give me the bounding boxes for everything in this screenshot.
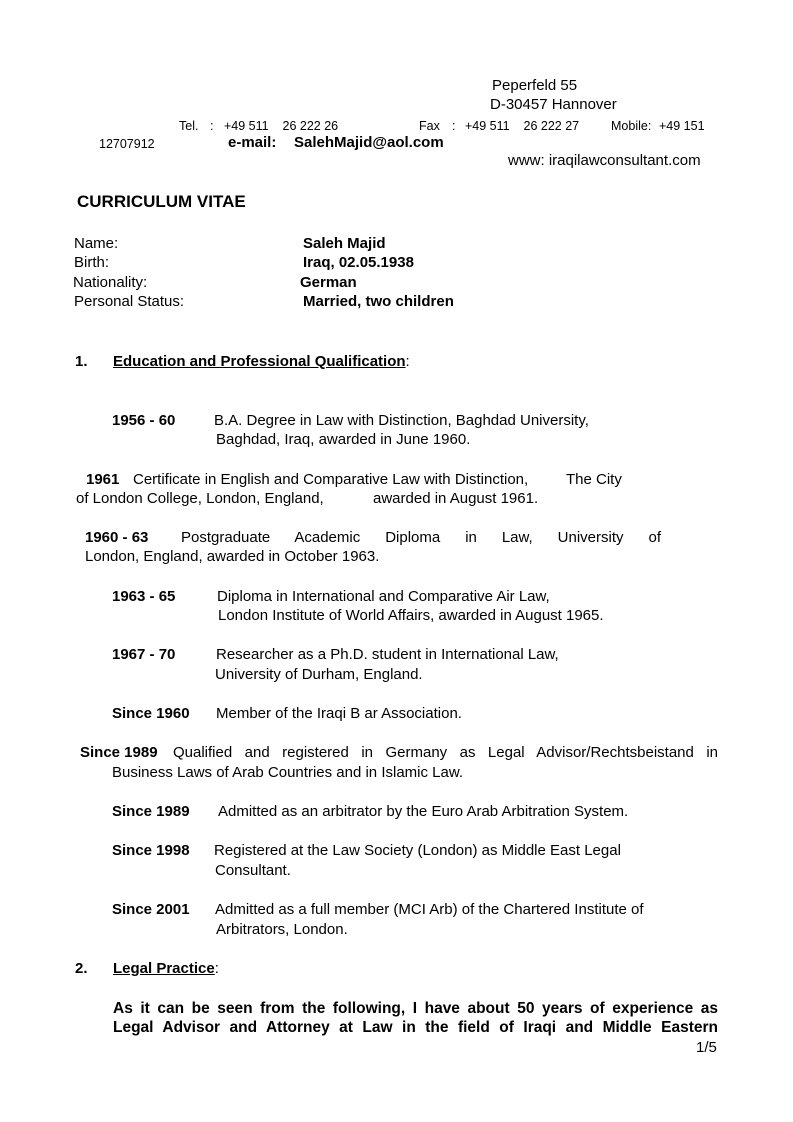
section1-heading	[113, 352, 410, 371]
email-label: e-mail:	[228, 134, 277, 151]
entry-date: 1956 - 60	[112, 412, 176, 429]
nationality-label: Nationality:	[73, 274, 148, 291]
page-number: 1/5	[696, 1039, 717, 1056]
entry-date: Since 1989	[112, 803, 190, 820]
tel-number: +49 511 26 222 26	[224, 119, 339, 133]
entry-line: Arbitrators, London.	[216, 921, 348, 938]
entry-line: London Institute of World Affairs, awarded in August 1965.	[218, 607, 604, 624]
fax-separator: :	[452, 119, 456, 133]
birth-value: Iraq, 02.05.1938	[303, 254, 414, 271]
entry-line: Baghdad, Iraq, awarded in June 1960.	[216, 431, 471, 448]
entry-line: B.A. Degree in Law with Distinction, Baghdad University,	[214, 412, 589, 429]
entry-date: 1960 - 63	[85, 529, 149, 546]
mobile-number-part2: 12707912	[99, 137, 155, 151]
tel-separator: :	[210, 119, 214, 133]
section2-heading	[113, 959, 219, 978]
mobile-number-part1: +49 151	[659, 119, 705, 133]
personal-status-label: Personal Status:	[74, 293, 185, 310]
address-street: Peperfeld 55	[492, 77, 578, 94]
section2-title: Legal Practice	[113, 960, 215, 977]
entry-line: University of Durham, England.	[215, 666, 423, 683]
entry-date: Since 1960	[112, 705, 190, 722]
page-title: CURRICULUM VITAE	[77, 192, 246, 211]
entry-line: Member of the Iraqi B ar Association.	[216, 705, 462, 722]
legal-practice-paragraph-line: As it can be seen from the following, I have about 50 years of experience as	[113, 1000, 718, 1017]
birth-label: Birth:	[74, 254, 110, 271]
entry-line: Consultant.	[215, 862, 291, 879]
entry-date: 1963 - 65	[112, 588, 176, 605]
entry-line: Researcher as a Ph.D. student in International Law,	[216, 646, 559, 663]
nationality-value: German	[300, 274, 357, 291]
entry-line: The City	[566, 471, 622, 488]
section1-title: Education and Professional Qualification	[113, 353, 406, 370]
tel-label: Tel.	[179, 119, 199, 133]
section2-suffix: :	[214, 960, 219, 977]
entry-line: Business Laws of Arab Countries and in Islamic Law.	[112, 764, 464, 781]
entry-line: of London College, London, England,	[76, 490, 324, 507]
entry-line: Postgraduate Academic Diploma in Law, University of	[181, 529, 661, 546]
entry-date: 1961	[86, 471, 120, 488]
entry-line: Certificate in English and Comparative Law with Distinction,	[133, 471, 529, 488]
entry-date: Since 1989	[80, 744, 158, 761]
name-label: Name:	[74, 235, 119, 252]
entry-line: Admitted as a full member (MCI Arb) of the Chartered Institute of	[215, 901, 644, 918]
entry-date: 1967 - 70	[112, 646, 176, 663]
legal-practice-paragraph-line: Legal Advisor and Attorney at Law in the field of Iraqi and Middle Eastern	[113, 1019, 718, 1036]
email-address[interactable]: SalehMajid@aol.com	[294, 134, 444, 151]
mobile-label: Mobile:	[611, 119, 652, 133]
website-link[interactable]: www: iraqilawconsultant.com	[508, 152, 701, 169]
fax-label: Fax	[419, 119, 440, 133]
entry-line: Diploma in International and Comparative Air Law,	[217, 588, 550, 605]
entry-line: Admitted as an arbitrator by the Euro Arab Arbitration System.	[218, 803, 629, 820]
entry-line: Registered at the Law Society (London) as Middle East Legal	[214, 842, 621, 859]
entry-line: awarded in August 1961.	[373, 490, 539, 507]
entry-date: Since 1998	[112, 842, 190, 859]
name-value: Saleh Majid	[303, 235, 386, 252]
section1-suffix: :	[405, 353, 410, 370]
entry-line: London, England, awarded in October 1963.	[85, 548, 380, 565]
personal-status-value: Married, two children	[303, 293, 454, 310]
entry-line: Qualified and registered in Germany as Legal Advisor/Rechtsbeistand in	[173, 744, 718, 761]
section1-number: 1.	[75, 353, 88, 370]
address-city: D-30457 Hannover	[490, 96, 617, 113]
entry-date: Since 2001	[112, 901, 190, 918]
section2-number: 2.	[75, 960, 88, 977]
fax-number: +49 511 26 222 27	[465, 119, 580, 133]
